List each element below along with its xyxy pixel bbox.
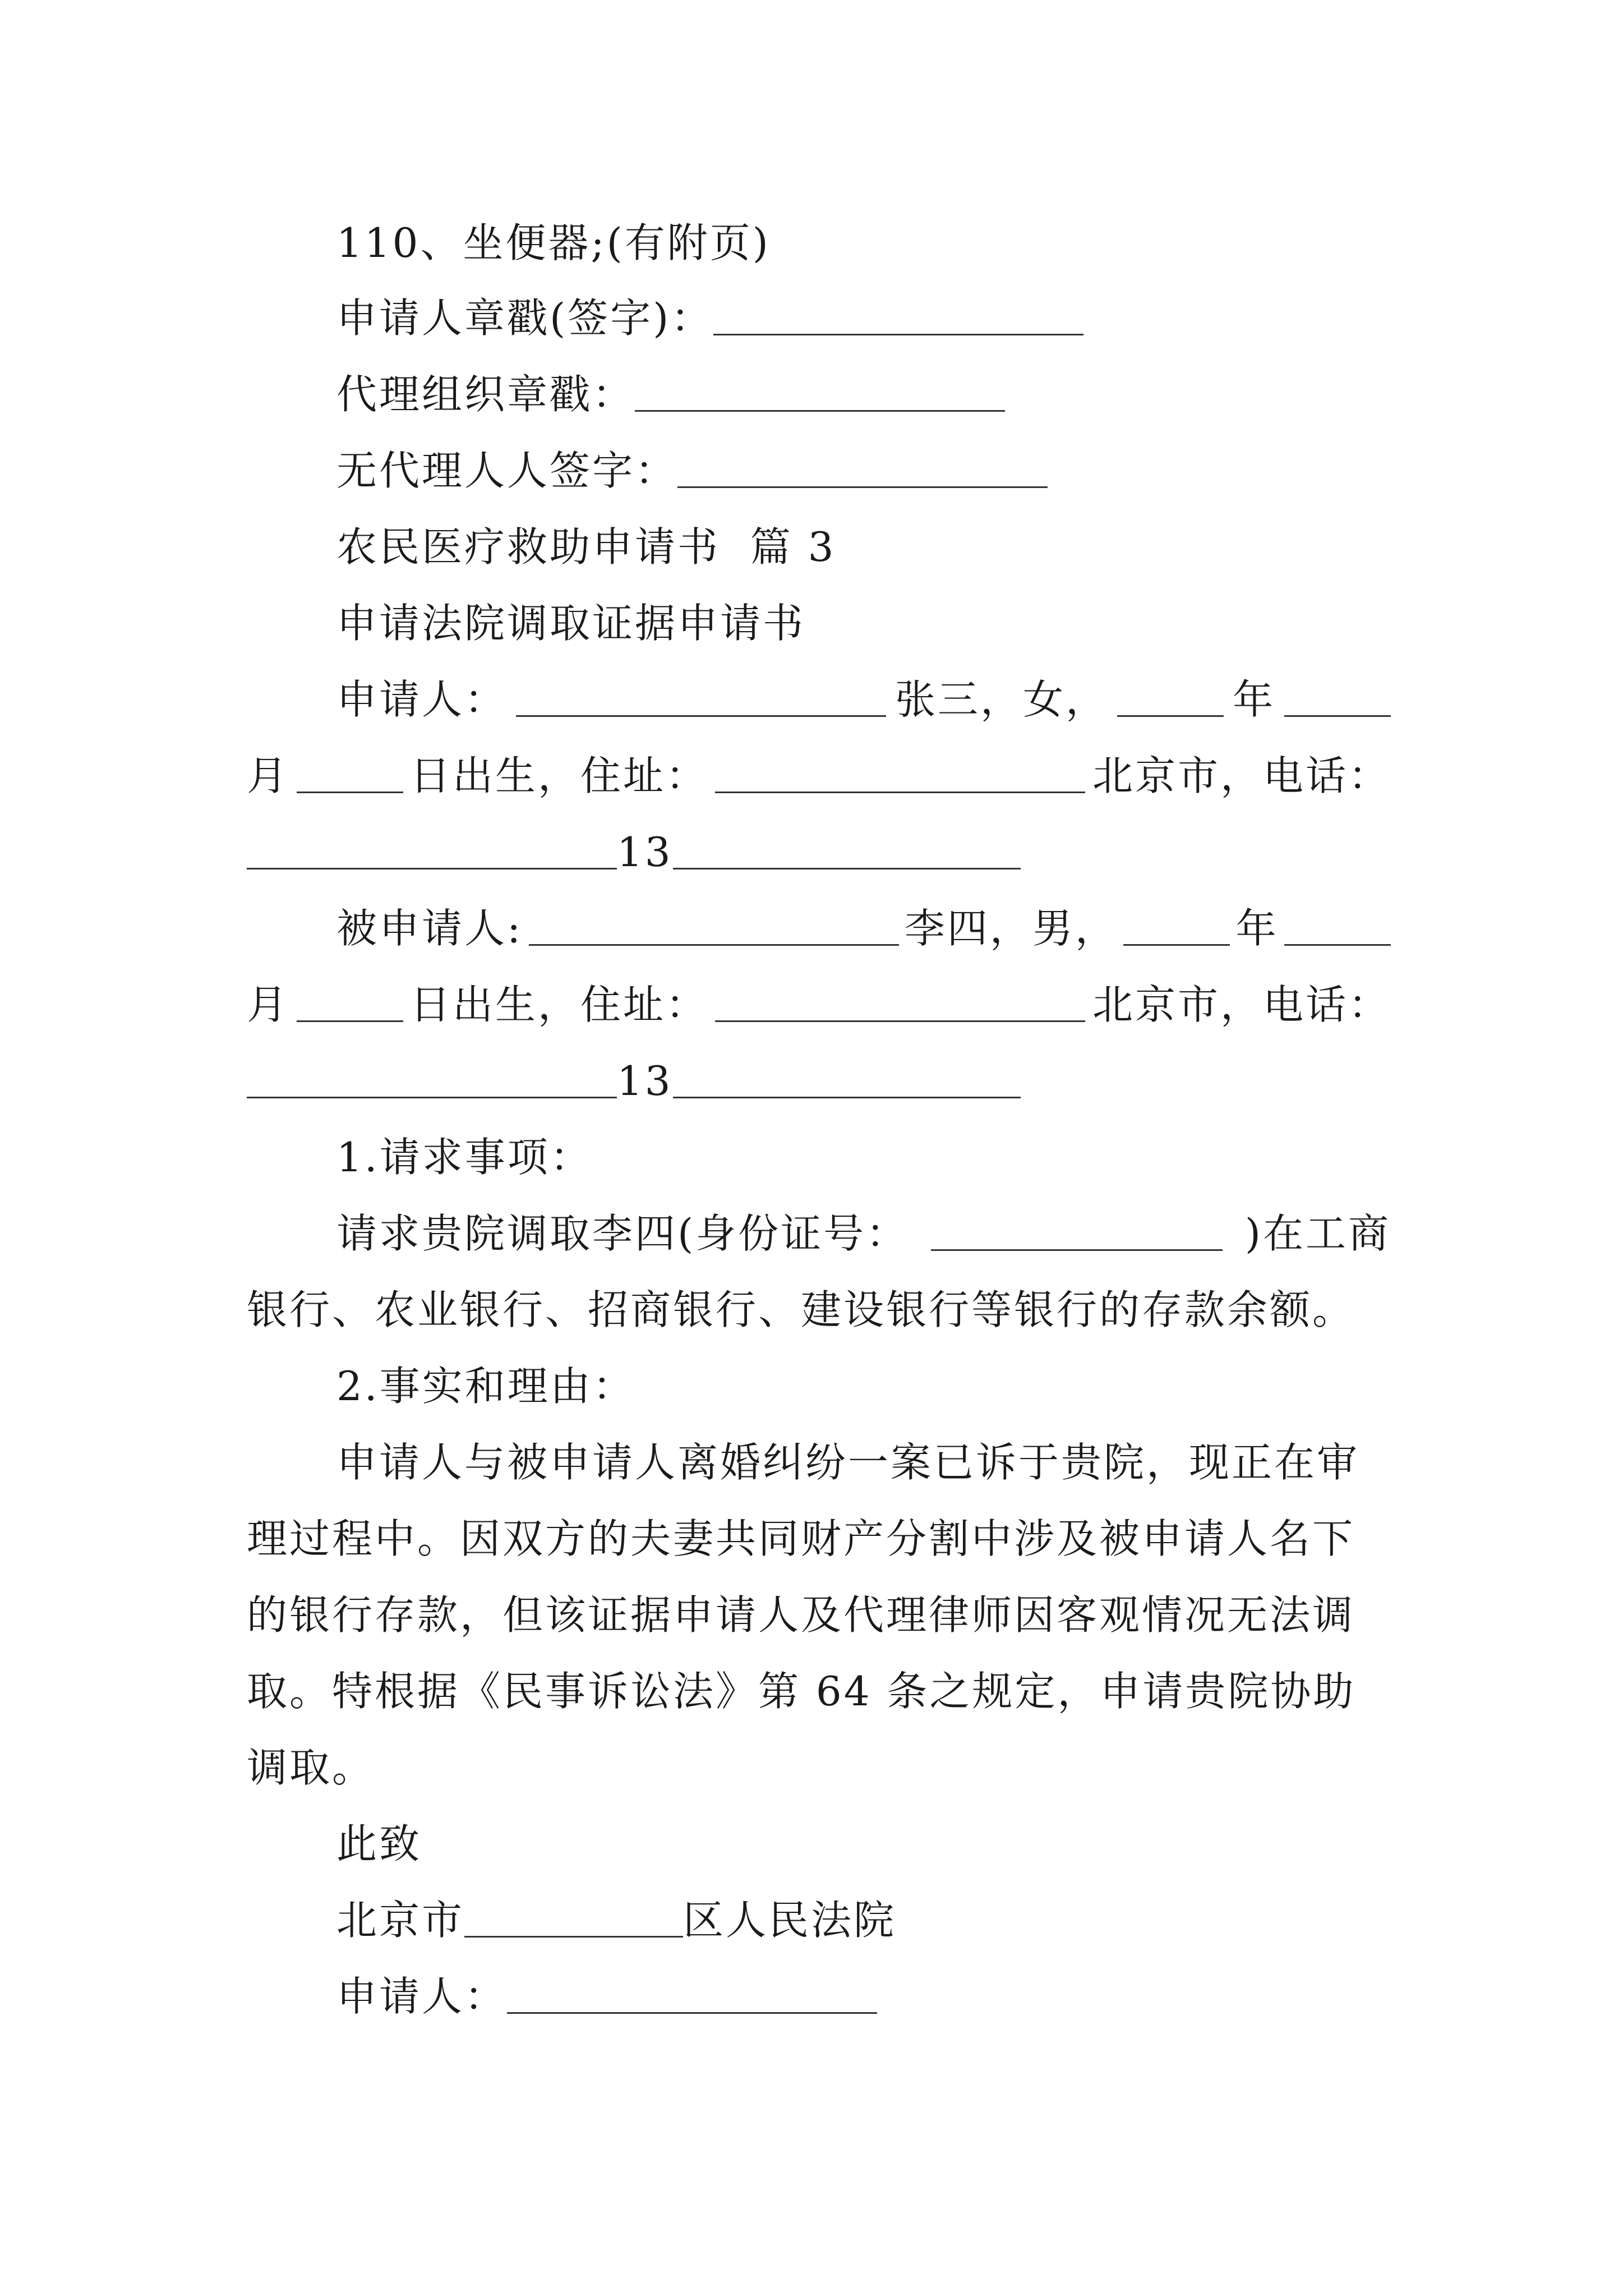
- applicant-phone-blank-a: [247, 825, 617, 869]
- applicant-label: 申请人：: [336, 676, 508, 723]
- salutation-line: [336, 1813, 1481, 1875]
- request-text-c: 银行、农业银行、招商银行、建设银行等银行的存款余额。: [247, 1286, 1355, 1333]
- applicant-year-label: 年: [1232, 676, 1275, 723]
- respondent-phone-label: 北京市，电话：: [1092, 981, 1391, 1028]
- facts-line-3: [247, 1584, 1391, 1646]
- applicant-month-blank: [1284, 673, 1391, 717]
- applicant-seal-line: [336, 287, 1481, 349]
- signature-blank: [507, 1970, 877, 2014]
- facts-text-1: 申请人与被申请人离婚纠纷一案已诉于贵院，现正在审: [336, 1439, 1360, 1486]
- signature-label: 申请人：: [336, 1973, 508, 2020]
- applicant-day-blank: [297, 749, 403, 793]
- respondent-month-blank: [1284, 901, 1391, 946]
- facts-line-4: [247, 1660, 1391, 1722]
- item-line: [336, 212, 1481, 274]
- item-text: 110、坐便器;(有附页): [336, 219, 771, 266]
- id-number-blank: [931, 1207, 1223, 1251]
- facts-line-5: [247, 1737, 1391, 1798]
- agent-seal-line: [336, 364, 1481, 425]
- applicant-phone-prefix: 13: [617, 829, 673, 876]
- facts-text-2: 理过程中。因双方的夫妻共同财产分割中涉及被申请人名下: [247, 1515, 1355, 1562]
- applicant-seal-blank: [713, 291, 1083, 335]
- respondent-phone-blank-b: [673, 1054, 1021, 1098]
- court-name: 区人民法院: [683, 1897, 897, 1944]
- document-title: [336, 592, 1481, 654]
- no-agent-sign-blank: [677, 444, 1048, 488]
- no-agent-sign-line: [336, 440, 1481, 501]
- respondent-year-label: 年: [1235, 905, 1279, 952]
- respondent-phone-prefix: 13: [617, 1057, 673, 1105]
- applicant-name-blank: [516, 673, 886, 717]
- section-title: 农民医疗救助申请书 篇 3: [336, 523, 836, 570]
- applicant-name: 张三，女，: [895, 676, 1108, 723]
- court-city: 北京市: [336, 1897, 465, 1944]
- facts-line-2: [247, 1508, 1391, 1570]
- request-line-1: [336, 1203, 1391, 1264]
- facts-text-5: 调取。: [247, 1744, 375, 1791]
- request-text-a: 请求贵院调取李四(身份证号：: [336, 1210, 909, 1257]
- applicant-address-label: 日出生，住址：: [409, 752, 708, 799]
- respondent-address-blank: [715, 978, 1085, 1022]
- facts-line-1: [336, 1432, 1481, 1493]
- respondent-day-blank: [297, 978, 403, 1022]
- applicant-line-3: [247, 821, 1391, 883]
- request-line-2: [247, 1279, 1391, 1341]
- applicant-line-1: [336, 669, 1391, 730]
- respondent-name-blank: [529, 901, 899, 946]
- applicant-seal-label: 申请人章戳(签字)：: [336, 295, 714, 342]
- applicant-month-label: 月: [247, 752, 290, 799]
- document-title-text: 申请法院调取证据申请书: [336, 600, 806, 647]
- applicant-year-blank: [1117, 673, 1224, 717]
- applicant-phone-label: 北京市，电话：: [1092, 752, 1391, 799]
- facts-text-4: 取。特根据《民事诉讼法》第 64 条之规定，申请贵院协助: [247, 1668, 1356, 1715]
- respondent-line-2: [247, 974, 1391, 1036]
- respondent-line-1: [336, 898, 1391, 959]
- applicant-line-2: [247, 745, 1391, 807]
- respondent-name: 李四，男，: [904, 905, 1118, 952]
- court-district-blank: [464, 1893, 683, 1938]
- facts-title: 2.事实和理由：: [336, 1363, 635, 1410]
- applicant-phone-blank-b: [673, 825, 1021, 869]
- court-line: [336, 1889, 1481, 1951]
- request-heading: [336, 1126, 1481, 1188]
- request-title: 1.请求事项：: [336, 1134, 593, 1181]
- signature-line: [336, 1966, 1481, 2027]
- facts-heading: [336, 1355, 1481, 1417]
- section-heading: [336, 516, 1481, 578]
- respondent-phone-blank-a: [247, 1054, 617, 1098]
- respondent-line-3: [247, 1050, 1391, 1112]
- respondent-month-label: 月: [247, 981, 290, 1028]
- agent-seal-blank: [635, 367, 1005, 412]
- respondent-address-label: 日出生，住址：: [409, 981, 708, 1028]
- respondent-label: 被申请人:: [336, 905, 523, 952]
- respondent-year-blank: [1123, 901, 1230, 946]
- salutation: 此致: [336, 1820, 422, 1867]
- agent-seal-label: 代理组织章戳：: [336, 371, 635, 418]
- applicant-address-blank: [715, 749, 1085, 793]
- facts-text-3: 的银行存款，但该证据申请人及代理律师因客观情况无法调: [247, 1591, 1355, 1639]
- request-text-b: )在工商: [1244, 1210, 1391, 1257]
- no-agent-sign-label: 无代理人人签字：: [336, 447, 678, 494]
